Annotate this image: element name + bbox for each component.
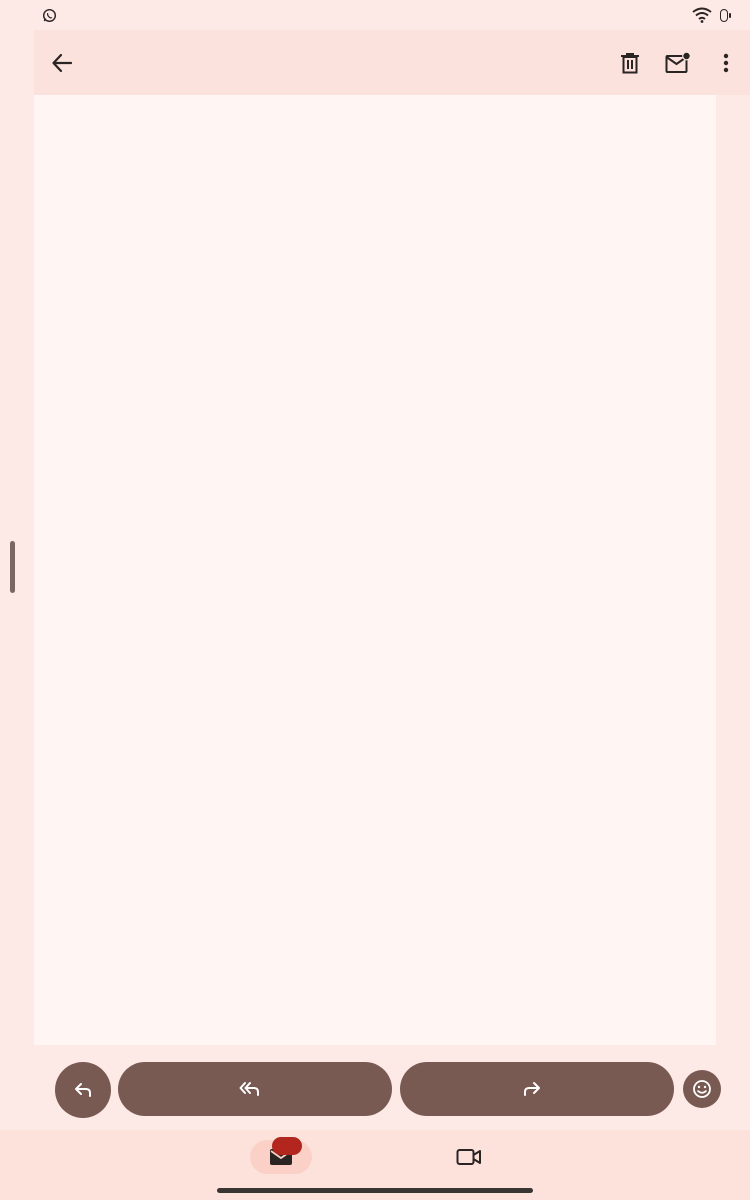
unread-badge	[272, 1137, 302, 1155]
nav-meet-tab[interactable]	[448, 1142, 490, 1172]
email-body[interactable]	[34, 95, 716, 1045]
wifi-icon	[692, 7, 712, 23]
trash-icon	[620, 52, 640, 74]
emoji-reaction-button[interactable]	[683, 1070, 721, 1108]
reply-button[interactable]	[55, 1062, 111, 1118]
forward-icon	[522, 1081, 542, 1097]
more-options-button[interactable]	[702, 39, 750, 87]
mark-unread-button[interactable]	[654, 39, 702, 87]
back-button[interactable]	[38, 39, 86, 87]
delete-button[interactable]	[606, 39, 654, 87]
app-toolbar	[34, 30, 750, 95]
forward-button[interactable]	[400, 1062, 674, 1116]
reply-icon	[73, 1082, 93, 1098]
arrow-left-icon	[51, 52, 73, 74]
whatsapp-icon	[42, 8, 57, 23]
status-bar	[0, 0, 750, 30]
side-drag-handle[interactable]	[10, 541, 15, 593]
gesture-bar[interactable]	[217, 1188, 533, 1193]
battery-indicator	[720, 9, 728, 22]
clipped-line	[68, 95, 708, 103]
more-vert-icon	[723, 53, 729, 73]
video-icon	[456, 1148, 482, 1166]
reply-all-icon	[239, 1081, 261, 1097]
reply-actions	[0, 1060, 750, 1118]
email-text	[68, 95, 708, 153]
emoji-icon	[692, 1079, 712, 1099]
mail-unread-icon	[665, 52, 691, 74]
reply-all-button[interactable]	[118, 1062, 392, 1116]
